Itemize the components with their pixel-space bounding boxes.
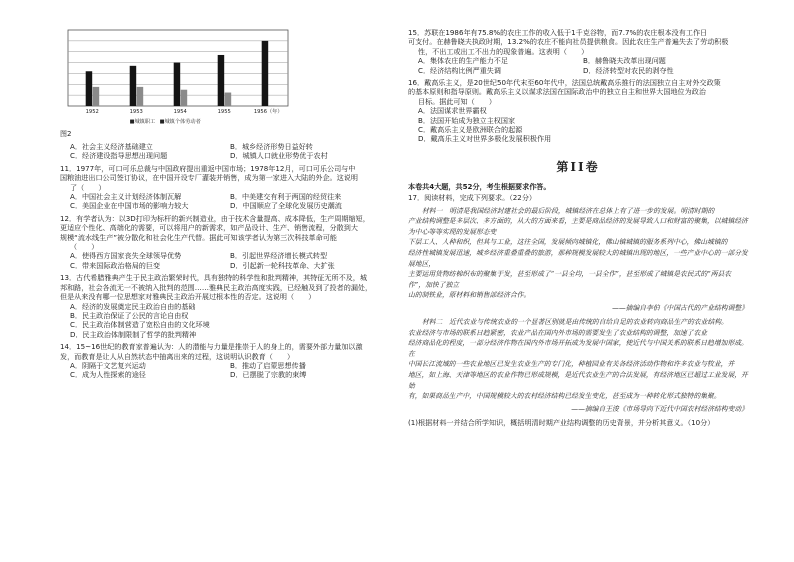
q16-option-a[interactable]: A．法国谋求世界霸权 xyxy=(418,106,487,116)
x-tick-label-2: 1954 xyxy=(173,109,187,115)
q16-line-1: 16．戴高乐主义，是20世纪50年代末至60年代中，法国总统戴高乐推行的法国独立自主对外交政策 xyxy=(408,78,721,88)
bar-individual-1 xyxy=(137,87,144,106)
q12-line-2: 更适应个性化、高端化的需要，可以将用户的新需求，如产品设计、生产、销售流程，分散到大 xyxy=(60,223,358,233)
bar-chart xyxy=(60,28,292,126)
material-1-source: ——摘编自李伯《中国古代的产业结构调整》 xyxy=(612,304,748,313)
q13-line-1: 13．古代希腊雅典产生于民主政治繁荣时代，具有独特的科学性和批判精神，其特征无所不及，城 xyxy=(60,273,367,283)
q15-line-1: 15．苏联在1986年有75.8%的农庄工作的收入低于1千克谷物，而7.7%的农庄根本没有工作日 xyxy=(408,28,708,37)
q14-line-1: 14．15~16世纪的教育家普遍认为：人的潜能与力量是推崇于人的身上的，需要外部力量加以激 xyxy=(60,342,363,352)
q12-line-1: 12．有学者认为：以3D打印为标杆的新兴制造业，由于技术含量提高、成本降低，生产周期缩短， xyxy=(60,213,370,223)
q11-line-3: 了（ ） xyxy=(70,182,106,192)
q12-option-b[interactable]: B．引起世界经济增长模式转型 xyxy=(230,251,328,261)
q10-option-b[interactable]: B．城乡经济形势日益好转 xyxy=(230,142,313,151)
q14-option-c[interactable]: C．成为人性探索的途径 xyxy=(70,370,146,380)
q15-option-c[interactable]: C．经济结构比例严重失调 xyxy=(418,65,501,75)
legend-workers: ■城镇职工 xyxy=(129,119,156,125)
x-tick-label-4: 1956（年） xyxy=(253,109,283,115)
q14-option-a[interactable]: A．阴隔于文艺复兴运动 xyxy=(70,360,146,370)
q16-option-c[interactable]: C．戴高乐主义是欧洲联合的起源 xyxy=(418,125,523,135)
q17-heading: 17．阅读材料，完成下列要求。（22分） xyxy=(408,193,537,203)
material-2-line-6: 有，如果商品生产中，中国规模较大的农村经济结构已经发生变化，甚至成为一种转化形式独特的集聚。 xyxy=(408,392,721,401)
bar-workers-2 xyxy=(174,63,181,106)
bar-workers-1 xyxy=(130,66,137,106)
material-1-line-6: 山的制铁业，原材料和销售部经济合作。 xyxy=(408,291,531,300)
q15-option-a[interactable]: A．集体农庄的生产能力不足 xyxy=(418,56,508,66)
material-1-line-5: 主要运用货物纺棉织布的聚集于发，甚至形成了“一县全均，一县全作”，甚至形成了城镇是农民式的“两县农作”，加快了独立 xyxy=(408,270,732,289)
left-column xyxy=(60,28,390,380)
q13-options xyxy=(60,302,390,340)
material-2-line-2: 农业经济与市场的联系日趋紧密，农业产品在国内外市场的需要发生了农业结构的调整，加速了农业 xyxy=(408,328,708,337)
q16-line-2: 的基本原则和指导原则。戴高乐主义以谋求法国在国际政治中的独立自主和世界大国地位为政治 xyxy=(408,87,706,97)
q15-line-3: 性，不出工或出工不出力的现象普遍。这表明（ ） xyxy=(418,46,589,56)
x-tick-label-1: 1953 xyxy=(129,109,143,115)
bar-individual-4 xyxy=(269,105,276,106)
q11-option-d[interactable]: D．中国顺应了全球化发展历史潮流 xyxy=(230,201,342,211)
q16-option-b[interactable]: B．法国开始成为独立主权国家 xyxy=(418,115,516,125)
bar-chart-svg xyxy=(60,28,292,126)
figure-label: 图2 xyxy=(60,130,72,138)
legend-individual: ■城镇个体劳动者 xyxy=(159,119,201,125)
q11-line-1: 11．1977年，可口可乐总裁与中国政府提出重返中国市场；1978年12月，可口可乐公司与中 xyxy=(60,163,356,173)
bar-workers-0 xyxy=(86,71,93,106)
q12-option-c[interactable]: C．带来国际政治格局的巨变 xyxy=(70,260,161,270)
q14-line-2: 发，而教育是让人从自然状态中抽离出来的过程，这说明认识教育（ ） xyxy=(60,351,295,361)
q12-option-a[interactable]: A．使得西方国家丧失全球领导优势 xyxy=(70,251,182,261)
material-1-line-4: 经济性城镇发展迅速，城乡经济重叠重叠的旅游，那种规模发展较大的城镇出现的地区，一些产业中心的一部分发展地区， xyxy=(408,249,748,268)
q13-option-a[interactable]: A．经济的发展奠定民主政治自由的基础 xyxy=(70,301,196,311)
bar-workers-3 xyxy=(218,55,225,106)
q12-line-3: 规模“流水线生产”被分散化和社会化生产代替。据此可知该学者认为第三次科技革命可能 xyxy=(60,232,337,242)
q12-line-4: （ ） xyxy=(70,242,99,252)
material-2-line-4: 中国长江流域的一些农业地区已发生农业生产的专门化，种植园业有关各经济活动作物和许多农业与牧业，并 xyxy=(408,360,735,369)
q11-option-c[interactable]: C．美国企业在中国市场的影响力较大 xyxy=(70,201,189,211)
right-column xyxy=(408,28,748,427)
q15-options xyxy=(408,56,748,75)
material-1-line-3: 下层工人、人种和织，但其与工业，这往全国，发展倾向城镇化，佛山镇城镇的服务系列中心，佛山城镇的 xyxy=(408,238,728,247)
q10-option-c[interactable]: C．经济建设指导思想出现问题 xyxy=(70,151,168,161)
q15-line-2: 可支付。在赫鲁晓夫执政时期，13.2%的农庄不能向社员提供粮食。因此农庄生产普遍失去了劳动积极 xyxy=(408,37,729,47)
q11-option-b[interactable]: B．中美建交有利于两国的经贸往来 xyxy=(230,192,342,202)
x-tick-label-0: 1952 xyxy=(85,109,99,115)
q13-option-c[interactable]: C．民主政治体制营造了宽松自由的文化环境 xyxy=(70,320,210,330)
q10-option-a[interactable]: A．社会主义经济基础建立 xyxy=(70,142,153,151)
q12-options xyxy=(60,251,390,270)
bar-individual-3 xyxy=(225,93,232,106)
q10-option-d[interactable]: D．城镇人口就业形势优于农村 xyxy=(230,151,328,161)
q13-line-3: 但是从来没有哪一位思想家对雅典民主政治开展过根本性的否定。这说明（ ） xyxy=(60,292,316,302)
q16-line-3: 目标。据此可知（ ） xyxy=(418,96,497,106)
q10-options xyxy=(60,142,390,161)
q15-option-d[interactable]: D．经济转型对农民的剥夺性 xyxy=(583,65,674,75)
bar-individual-2 xyxy=(181,90,188,106)
q17-subquestion-1: (1)根据材料一并结合所学知识，概括明清时期产业结构调整的历史背景，并分析其意义。（10分） xyxy=(408,417,715,427)
q15-option-b[interactable]: B．赫鲁晓夫改革出现问题 xyxy=(583,56,666,66)
q14-options xyxy=(60,361,390,380)
material-1-line-2: 产业结构调整是多层次、多方面的，从大的方面来看，主要是商品经济的发展导致人口和财富的聚集，以城镇经济为中心等等实现的发展形态变 xyxy=(408,217,748,236)
q11-options xyxy=(60,192,390,211)
q11-option-a[interactable]: A．中国社会主义计划经济体制瓦解 xyxy=(70,192,182,202)
bar-individual-0 xyxy=(93,87,100,106)
q12-option-d[interactable]: D．引起新一轮科技革命、大扩张 xyxy=(230,260,335,270)
section-intro: 本卷共4大题，共52分，考生根据要求作答。 xyxy=(408,181,551,191)
q14-option-b[interactable]: B．推动了启蒙思想传播 xyxy=(230,360,306,370)
q13-line-2: 邦和路，社会各流无一不被纳入批判的范围……雅典民主政治高度实践，已经触及到了投者的漏处， xyxy=(60,282,373,292)
q14-option-d[interactable]: D．已摆脱了宗教的束缚 xyxy=(230,370,307,380)
material-2-line-1: 材料二 近代农业与传统农业的一个显著区别就是由传统的自给自足的农业转向商品生产的农业结构。 xyxy=(422,318,728,327)
section-title: 第II卷 xyxy=(556,159,600,174)
material-2-line-3: 经济商品化的程度，一部分经济作物在国内外市场开拓成为发展中国家，使近代与中国关系的联系日趋增加形成。在 xyxy=(408,339,748,358)
material-1-line-1: 材料一 明清是我国经济封建社会的最后阶段，城镇经济在总体上有了进一步的发展。明清时期的 xyxy=(422,206,715,215)
q13-option-b[interactable]: B．民主政治保证了公民的言论自由权 xyxy=(70,310,189,320)
bar-workers-4 xyxy=(262,41,269,106)
q13-option-d[interactable]: D．民主政治体制限制了哲学的批判精神 xyxy=(70,329,197,339)
x-tick-label-3: 1955 xyxy=(217,109,231,115)
q16-options xyxy=(408,106,748,144)
material-2-source: ——摘编自王浚《市场导向下近代中国农村经济结构变动》 xyxy=(571,404,748,413)
q11-line-2: 国粮油进出口公司签订协议，在中国开设专厂灌装并销售，成为第一家进入大陆的外企。这说明 xyxy=(60,173,358,183)
q16-option-d[interactable]: D．戴高乐主义对世界多极化发展积极作用 xyxy=(418,134,552,144)
material-2-line-5: 地区，如上海、天津等地区的农业作物已形成规模，是近代农业生产的合法发展，有经济地区已超过工业发展，开始 xyxy=(408,371,748,390)
